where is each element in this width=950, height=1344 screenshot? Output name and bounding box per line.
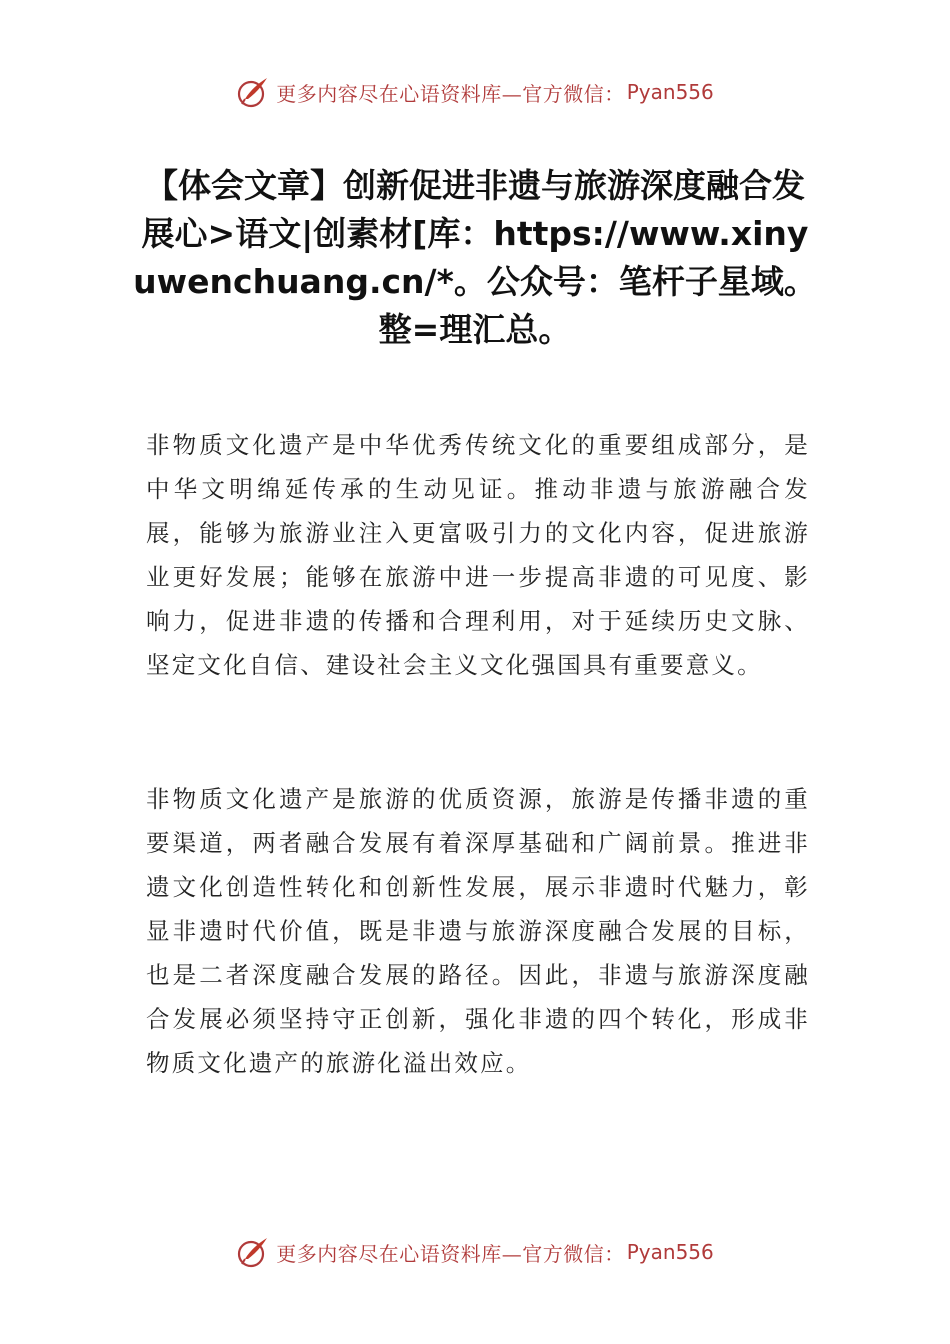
- quill-logo-icon: [236, 75, 270, 109]
- body-paragraph-1: 非物质文化遗产是中华优秀传统文化的重要组成部分，是中华文明绵延传承的生动见证。推动非遗与旅游融合发展，能够为旅游业注入更富吸引力的文化内容，促进旅游业更好发展；能够在旅游中进一步提高非遗的可见度、影响力，促进非遗的传播和合理利用，对于延续历史文脉、坚定文化自信、建设社会主义文化强国具有重要意义。: [146, 431, 810, 679]
- header-banner: [0, 72, 950, 112]
- footer-banner-account: Pyan556: [626, 1240, 714, 1264]
- quill-logo-icon: [236, 1235, 270, 1269]
- header-banner-account: Pyan556: [626, 80, 714, 104]
- header-banner-text: 更多内容尽在心语资料库—官方微信：: [276, 81, 625, 106]
- footer-banner-text: 更多内容尽在心语资料库—官方微信：: [276, 1241, 625, 1266]
- article-title: 【体会文章】创新促进非遗与旅游深度融合发展心>语文|创素材[库：https://www.xinyuwenchuang.cn/*。公众号：笔杆子星域。整=理汇总。: [133, 166, 817, 349]
- body-paragraph-2: 非物质文化遗产是旅游的优质资源，旅游是传播非遗的重要渠道，两者融合发展有着深厚基础和广阔前景。推进非遗文化创造性转化和创新性发展，展示非遗时代魅力，彰显非遗时代价值，既是非遗与旅游深度融合发展的目标，也是二者深度融合发展的路径。因此，非遗与旅游深度融合发展必须坚持守正创新，强化非遗的四个转化，形成非物质文化遗产的旅游化溢出效应。: [146, 785, 810, 1077]
- footer-banner: [0, 1232, 950, 1272]
